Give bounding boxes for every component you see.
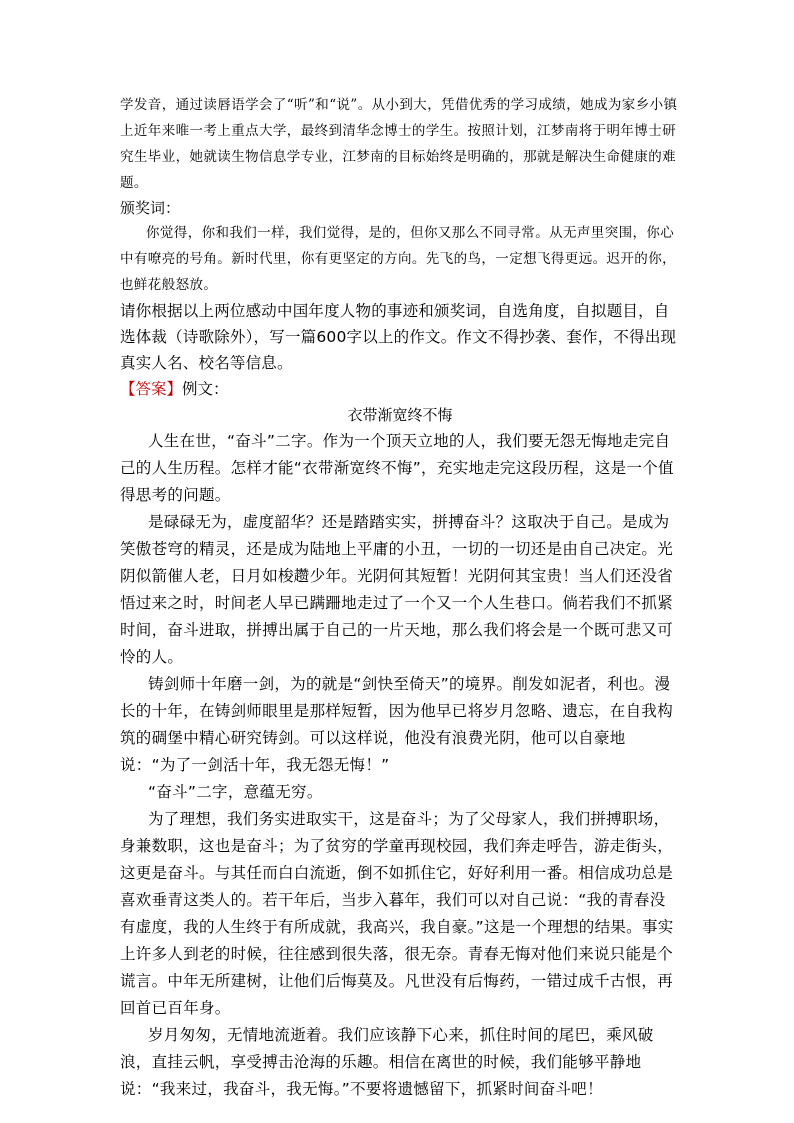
- intro-paragraph: 学发音，通过读唇语学会了“听”和“说”。从小到大，凭借优秀的学习成绩，她成为家乡小镇上近年来唯一考上重点大学，最终到清华念博士的学生。按照计划，江梦南将于明年博士研究生毕业，她就读生物信息学专业，江梦南的目标始终是明确的，那就是解决生命健康的难题。: [120, 97, 678, 191]
- essay-paragraph: “奋斗”二字，意蕴无穷。: [148, 783, 323, 801]
- award-label: 颁奖词：: [120, 199, 181, 217]
- writing-prompt: 请你根据以上两位感动中国年度人物的事迹和颁奖词，自选角度，自拟题目，自选体裁（诗歌除外），写一篇600字以上的作文。作文不得抄袭、套作，不得出现真实人名、校名等信息。: [120, 302, 677, 372]
- essay-paragraph: 是碌碌无为，虚度韶华？还是踏踏实实，拼搏奋斗？这取决于自己。是成为笑傲苍穹的精灵，还是成为陆地上平庸的小丑，一切的一切还是由自己决定。光阴似箭催人老，日月如梭趱少年。光阴何其短暂！光阴何其宝贵！当人们还没省悟过来之时，时间老人早已蹒跚地走过了一个又一个人生巷口。倘若我们不抓紧时间，奋斗进取，拼搏出属于自己的一片天地，那么我们将会是一个既可悲又可怜的人。: [120, 513, 674, 666]
- document-page: [120, 92, 680, 1103]
- essay-paragraph: 铸剑师十年磨一剑，为的就是“剑快至倚天”的境界。削发如泥者，利也。漫长的十年，在铸剑师眼里是那样短暂，因为他早已将岁月忽略、遗忘，在自我构筑的碉堡中精心研究铸剑。可以这样说，他没有浪费光阴，他可以自豪地说：“为了一剑活十年，我无怨无悔！”: [120, 675, 674, 774]
- essay-title: 衣带渐宽终不悔: [347, 406, 453, 424]
- answer-line: [120, 376, 680, 402]
- answer-tag: 【答案】: [120, 380, 183, 398]
- award-text: 你觉得，你和我们一样，我们觉得，是的，但你又那么不同寻常。从无声里突围，你心中有嘹亮的号角。新时代里，你有更坚定的方向。先飞的鸟，一定想飞得更远。迟开的你，也鲜花般怒放。: [120, 225, 676, 293]
- essay-paragraph: 为了理想，我们务实进取实干，这是奋斗；为了父母家人，我们拼搏职场，身兼数职，这也是奋斗；为了贫穷的学童再现校园，我们奔走呼告，游走街头，这更是奋斗。与其任而白白流逝，倒不如抓住它，好好利用一番。相信成功总是喜欢垂青这类人的。若干年后，当步入暮年，我们可以对自己说：“我的青春没有虚度，我的人生终于有所成就，我高兴，我自豪。”这是一个理想的结果。事实上许多人到老的时候，往往感到很失落，很无奈。青春无悔对他们来说只能是个谎言。中年无所建树，让他们后悔莫及。凡世没有后悔药，一错过成千古恨，再回首已百年身。: [120, 810, 674, 1017]
- essay-paragraph: 岁月匆匆，无情地流逝着。我们应该静下心来，抓住时间的尾巴，乘风破浪，直挂云帆，享受搏击沧海的乐趣。相信在离世的时候，我们能够平静地说：“我来过，我奋斗，我无悔。”不要将遗憾留下，抓紧时间奋斗吧！: [120, 1026, 654, 1098]
- essay-paragraph: 人生在世，“奋斗”二字。作为一个顶天立地的人，我们要无怨无悔地走完自己的人生历程。怎样才能“衣带渐宽终不悔”，充实地走完这段历程，这是一个值得思考的问题。: [120, 432, 674, 504]
- essay-body: [120, 428, 680, 1103]
- answer-label: 例文：: [182, 380, 229, 398]
